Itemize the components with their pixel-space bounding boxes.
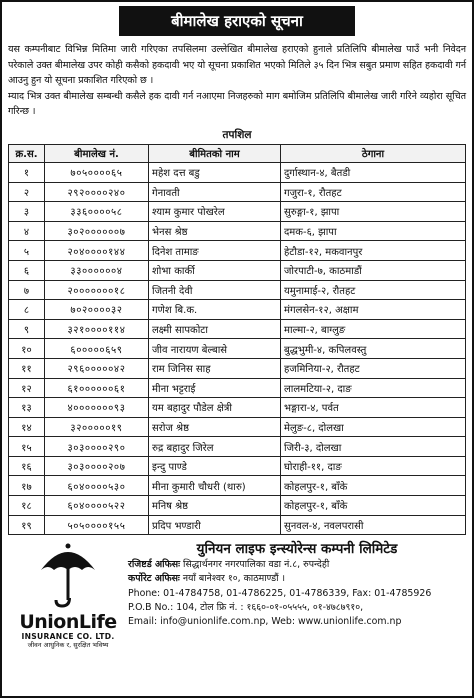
cell-policy-number: ३३६००००५८ (45, 202, 149, 222)
cell-address: जोरपाटी-७, काठमाडौं (281, 260, 466, 280)
cell-insured-name: मनिष श्रेष्ठ (149, 496, 281, 516)
cell-policy-number: ३०३००००२९० (45, 437, 149, 457)
corporate-office-line (128, 572, 466, 586)
cell-insured-name: रुद्र बहादुर जिरेल (149, 437, 281, 457)
cell-sn: १७ (9, 476, 45, 496)
registered-office-line (128, 558, 466, 572)
cell-insured-name: महेश दत्त बडु (149, 162, 281, 182)
table-row (9, 358, 466, 378)
table-row (9, 398, 466, 418)
column-header-address: ठेगाना (281, 144, 466, 162)
table-row (9, 162, 466, 182)
registered-office-label: रजिष्टर्ड अफिसः (128, 559, 181, 571)
cell-sn: १६ (9, 456, 45, 476)
cell-policy-number: ३२१००००११४ (45, 319, 149, 339)
cell-policy-number: ६०४००००५३० (45, 476, 149, 496)
table-row (9, 456, 466, 476)
cell-address: दुर्गास्थान-४, बैतडी (281, 162, 466, 182)
cell-address: सुरुङ्गा-१, झापा (281, 202, 466, 222)
logo-brand-text: UnionLife (19, 611, 117, 634)
cell-policy-number: ७०५००००६५ (45, 162, 149, 182)
cell-policy-number: ५०५००००१५५ (45, 515, 149, 535)
cell-sn: ३ (9, 202, 45, 222)
cell-sn: १५ (9, 437, 45, 457)
cell-sn: १३ (9, 398, 45, 418)
table-row (9, 300, 466, 320)
cell-sn: २ (9, 182, 45, 202)
cell-sn: ७ (9, 280, 45, 300)
table-header-row (9, 144, 466, 162)
column-header-policy: बीमालेख नं. (45, 144, 149, 162)
cell-insured-name: जितनी देवी (149, 280, 281, 300)
cell-policy-number: ६०००००६५९ (45, 339, 149, 359)
table-row (9, 378, 466, 398)
cell-insured-name: मीना भट्टराई (149, 378, 281, 398)
cell-sn: १२ (9, 378, 45, 398)
company-logo (8, 540, 128, 664)
registered-office-value: सिद्धार्थनगर नगरपालिका वडा नं.८, रुपन्देही (183, 559, 330, 571)
cell-policy-number: २०४००००१४४ (45, 241, 149, 261)
cell-address: सुनवल-४, नवलपरासी (281, 515, 466, 535)
cell-insured-name: प्रदिप भण्डारी (149, 515, 281, 535)
cell-policy-number: ३३००००००४ (45, 260, 149, 280)
logo-sub-text: INSURANCE CO. LTD. (21, 632, 115, 642)
cell-address: दमक-६, झापा (281, 221, 466, 241)
notice-paragraph-1: यस कम्पनीबाट विभिन्न मितिमा जारी गरिएका तपसिलमा उल्लेखित बीमालेख हराएको हुनाले प्रतिलिपि बीमालेख पाउँ भनी निवेदन परेकाले उक्त बीमालेख उपर कोही कसैको हकदावी भए यो सूचना प्रकाशित भएको मितिले ३५ दिन भित्र सबुत प्रमाण सहित हकदावी गर्न आउनु हुन यो सूचना प्रकाशित गरिएको छ । (8, 44, 466, 87)
table-row (9, 515, 466, 535)
cell-policy-number: २९२००००२४० (45, 182, 149, 202)
cell-address: कोहलपुर-१, बाँके (281, 476, 466, 496)
cell-insured-name: गेनावती (149, 182, 281, 202)
phone-line: Phone: 01-4784758, 01-4786225, 01-4786339, Fax: 01-4785926 (128, 587, 432, 599)
table-row (9, 339, 466, 359)
column-header-sn: क्र.स. (9, 144, 45, 162)
notice-body (8, 42, 466, 120)
cell-address: गजुरा-१, रौतहट (281, 182, 466, 202)
cell-address: यमुनामाई-२, रौतहट (281, 280, 466, 300)
table-row (9, 417, 466, 437)
cell-sn: ८ (9, 300, 45, 320)
cell-insured-name: लक्ष्मी सापकोटा (149, 319, 281, 339)
table-row (9, 182, 466, 202)
corporate-office-label: कर्पोरेट अफिसः (128, 573, 180, 585)
cell-insured-name: शोभा कार्की (149, 260, 281, 280)
cell-policy-number: ३०३००००२०७ (45, 456, 149, 476)
cell-policy-number: ७०२००००३२ (45, 300, 149, 320)
cell-address: बुद्धभुमी-४, कपिलवस्तु (281, 339, 466, 359)
corporate-office-value: नयाँ बानेश्वर १०, काठमाण्डौं । (182, 573, 286, 585)
cell-address: घोराही-११, दाङ (281, 456, 466, 476)
company-name: युनियन लाइफ इन्स्योरेन्स कम्पनी लिमिटेड (196, 541, 398, 558)
table-row (9, 241, 466, 261)
notice-title: बीमालेख हराएको सूचना (119, 6, 355, 36)
cell-address: हेटौडा-१२, मकवानपुर (281, 241, 466, 261)
cell-sn: १० (9, 339, 45, 359)
cell-insured-name: दिनेश तामाङ (149, 241, 281, 261)
cell-insured-name: मीना कुमारी चौधरी (थारु) (149, 476, 281, 496)
cell-address: जिरी-३, दोलखा (281, 437, 466, 457)
cell-policy-number: ६०४००००५२२ (45, 496, 149, 516)
lost-policy-table (8, 144, 466, 535)
pobox-line: P.O.B No.: 104, टोल फ्रि नं. : १६६०-०१-०५५५५, ०१-४७८७९१०, (128, 601, 364, 613)
cell-insured-name: इन्दु पाण्डे (149, 456, 281, 476)
cell-policy-number: ३०२००००००७ (45, 221, 149, 241)
union-life-umbrella-emblem-icon (37, 540, 99, 610)
cell-insured-name: जीव नारायण बेल्बासे (149, 339, 281, 359)
cell-policy-number: ३२०००००१९ (45, 417, 149, 437)
cell-address: भङ्गारा-४, पर्वत (281, 398, 466, 418)
table-row (9, 496, 466, 516)
cell-sn: १८ (9, 496, 45, 516)
contact-line: Email: info@unionlife.com.np, Web: www.unionlife.com.np (128, 616, 402, 628)
cell-sn: १ (9, 162, 45, 182)
table-row (9, 437, 466, 457)
cell-policy-number: २९६०००००४२ (45, 358, 149, 378)
table-row (9, 319, 466, 339)
table-row (9, 260, 466, 280)
cell-policy-number: ६१००००००६१ (45, 378, 149, 398)
cell-address: हजमिनिया-२, रौतहट (281, 358, 466, 378)
logo-tagline: जीवन आधुनिक र, सुरक्षित भविष्य (27, 641, 109, 650)
cell-sn: १४ (9, 417, 45, 437)
notice-paragraph-2: म्याद भित्र उक्त बीमालेख सम्बन्धी कसैले हक दावी गर्न नआएमा निजहरुको माग बमोजिम प्रतिलिपि बीमालेख जारी गरिने व्यहोरा सूचित गरिन्छ । (8, 90, 466, 118)
cell-policy-number: ४०००००००९३ (45, 398, 149, 418)
cell-sn: ६ (9, 260, 45, 280)
table-row (9, 476, 466, 496)
cell-address: मंगलसेन-१२, अक्षाम (281, 300, 466, 320)
table-row (9, 202, 466, 222)
column-header-name: बीमितको नाम (149, 144, 281, 162)
cell-insured-name: श्याम कुमार पोखरेल (149, 202, 281, 222)
cell-insured-name: राम जिनिस साह (149, 358, 281, 378)
cell-sn: १९ (9, 515, 45, 535)
cell-address: मेलुङ-८, दोलखा (281, 417, 466, 437)
cell-address: लालमटिया-२, दाङ (281, 378, 466, 398)
cell-address: माल्मा-२, बाग्लुङ (281, 319, 466, 339)
table-row (9, 280, 466, 300)
footer (8, 540, 466, 664)
cell-sn: ५ (9, 241, 45, 261)
cell-address: कोहलपुर-१, बाँके (281, 496, 466, 516)
cell-sn: ११ (9, 358, 45, 378)
cell-policy-number: २०००००००१८ (45, 280, 149, 300)
cell-insured-name: यम बहादुर पौडेल क्षेत्री (149, 398, 281, 418)
company-info (128, 540, 466, 629)
cell-sn: ९ (9, 319, 45, 339)
table-heading: तपशिल (222, 128, 252, 141)
cell-insured-name: भेनस श्रेष्ठ (149, 221, 281, 241)
cell-insured-name: सरोज श्रेष्ठ (149, 417, 281, 437)
cell-insured-name: गणेश बि.क. (149, 300, 281, 320)
cell-sn: ४ (9, 221, 45, 241)
table-row (9, 221, 466, 241)
